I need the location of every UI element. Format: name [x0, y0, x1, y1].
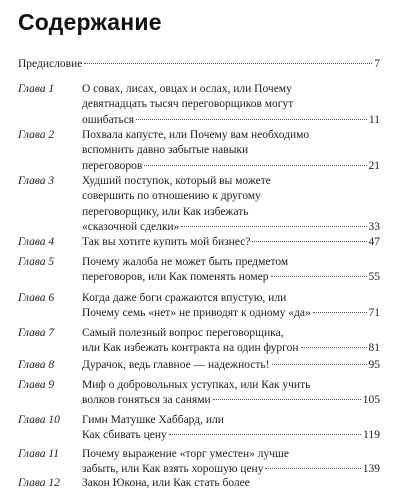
chapter-title	[82, 128, 380, 174]
chapter-title-line: Почему семь «нет» не приводят к одному «да»	[82, 307, 311, 320]
chapter-title-last-line	[82, 341, 380, 356]
chapter-title-last-line	[82, 393, 380, 408]
chapter-label: Глава 9	[18, 379, 55, 391]
chapter-title-line: девятнадцать тысяч переговорщиков могут	[82, 98, 294, 111]
chapter-title-last-line	[82, 113, 380, 128]
chapter-title-line: Дурачок, ведь главное — надежность!	[82, 359, 270, 371]
chapter-title-line: Когда даже боги сражаются впустую, или	[82, 292, 287, 304]
chapter-page-number: 21	[368, 159, 380, 172]
chapter-title	[82, 447, 380, 478]
chapter-title-line: «сказочной сделки»	[82, 220, 180, 233]
chapter-label: Глава 7	[18, 327, 55, 339]
leader-dots	[252, 241, 366, 242]
leader-dots	[169, 434, 361, 435]
chapter-title-line: Самый полезный вопрос переговорщика,	[82, 327, 284, 339]
chapter-title-line: Закон Юкона, или Как стать более	[82, 477, 250, 489]
chapter-page-number: 81	[368, 342, 380, 355]
chapter-label: Глава 8	[18, 359, 55, 371]
chapter-title-line: Как сбивать цену	[82, 429, 167, 442]
chapter-title	[82, 326, 380, 357]
chapter-title-line: Так вы хотите купить мой бизнес?	[82, 236, 251, 248]
chapter-title-line: Миф о добровольных уступках, или Как учить	[82, 379, 311, 391]
chapter-label: Глава 3	[18, 175, 55, 187]
leader-dots	[313, 312, 367, 313]
chapter-page-number: 47	[368, 236, 380, 248]
chapter-page-number: 119	[363, 429, 380, 442]
chapter-title-line: Почему жалоба не может быть предметом	[82, 256, 289, 268]
chapter-title-line: вспомнить давно забытые навыки	[82, 144, 249, 157]
chapter-title-line: Гимн Матушке Хаббард, или	[82, 414, 224, 426]
chapter-label: Глава 10	[18, 414, 60, 426]
toc-entry-preface	[18, 57, 380, 71]
leader-dots	[136, 119, 367, 120]
preface-page-number: 7	[374, 58, 380, 70]
chapter-title-last-line	[82, 235, 380, 250]
chapter-title-line: переговоров, или Как поменять номер	[82, 271, 269, 284]
chapter-title-line: совершить по отношению к другому	[82, 190, 261, 203]
chapter-label: Глава 12	[18, 477, 60, 489]
chapter-title	[82, 235, 380, 250]
preface-title: Предисловие	[18, 58, 83, 70]
leader-dots	[181, 226, 366, 227]
chapter-label: Глава 6	[18, 292, 55, 304]
chapter-title-line: Худший поступок, который вы можете	[82, 175, 271, 187]
leader-dots	[84, 63, 372, 64]
chapter-title-line: забыть, или Как взять хорошую цену	[82, 463, 264, 476]
chapter-page-number: 55	[368, 271, 380, 284]
chapter-title-last-line	[82, 358, 380, 373]
leader-dots	[213, 399, 361, 400]
chapter-page-number: 71	[368, 307, 380, 320]
chapter-title-last-line	[82, 220, 380, 235]
chapter-title	[82, 82, 380, 128]
chapter-title-last-line	[82, 428, 380, 443]
leader-dots	[271, 276, 367, 277]
chapter-label: Глава 11	[18, 448, 60, 460]
leader-dots	[265, 468, 360, 469]
chapter-page-number: 11	[368, 113, 380, 126]
chapter-title-line: переговорщику, или Как избежать	[82, 205, 249, 218]
chapter-title-line: или Как избежать контракта на один фургон	[82, 342, 299, 355]
chapter-page-number: 139	[362, 463, 380, 476]
chapter-label: Глава 1	[18, 83, 55, 95]
chapter-title-last-line	[82, 270, 380, 285]
chapter-title	[82, 358, 380, 373]
chapter-page-number: 95	[368, 359, 380, 371]
leader-dots	[272, 364, 367, 365]
chapter-title-line: Похвала капусте, или Почему вам необходимо	[82, 129, 310, 141]
chapter-page-number: 33	[368, 220, 380, 233]
leader-dots	[144, 165, 366, 166]
chapter-title-line: переговоров	[82, 159, 143, 172]
chapter-title	[82, 291, 380, 322]
chapter-title-line: О совах, лисах, овцах и ослах, или Почему	[82, 83, 292, 95]
chapter-title-line: ошибаться	[82, 113, 135, 126]
chapter-title	[82, 378, 380, 409]
chapter-title-line: Почему выражение «торг уместен» лучше	[82, 448, 289, 460]
page-title: Содержание	[18, 9, 162, 35]
chapter-title-last-line	[82, 159, 380, 174]
chapter-title-line: волков гоняться за санями	[82, 394, 211, 407]
chapter-label: Глава 2	[18, 129, 55, 141]
chapter-title-last-line	[82, 306, 380, 321]
chapter-page-number: 105	[362, 394, 380, 407]
chapter-title	[82, 413, 380, 444]
chapter-title	[82, 255, 380, 286]
chapter-label: Глава 4	[18, 236, 55, 248]
chapter-title	[82, 174, 380, 235]
leader-dots	[301, 347, 367, 348]
chapter-label: Глава 5	[18, 256, 55, 268]
